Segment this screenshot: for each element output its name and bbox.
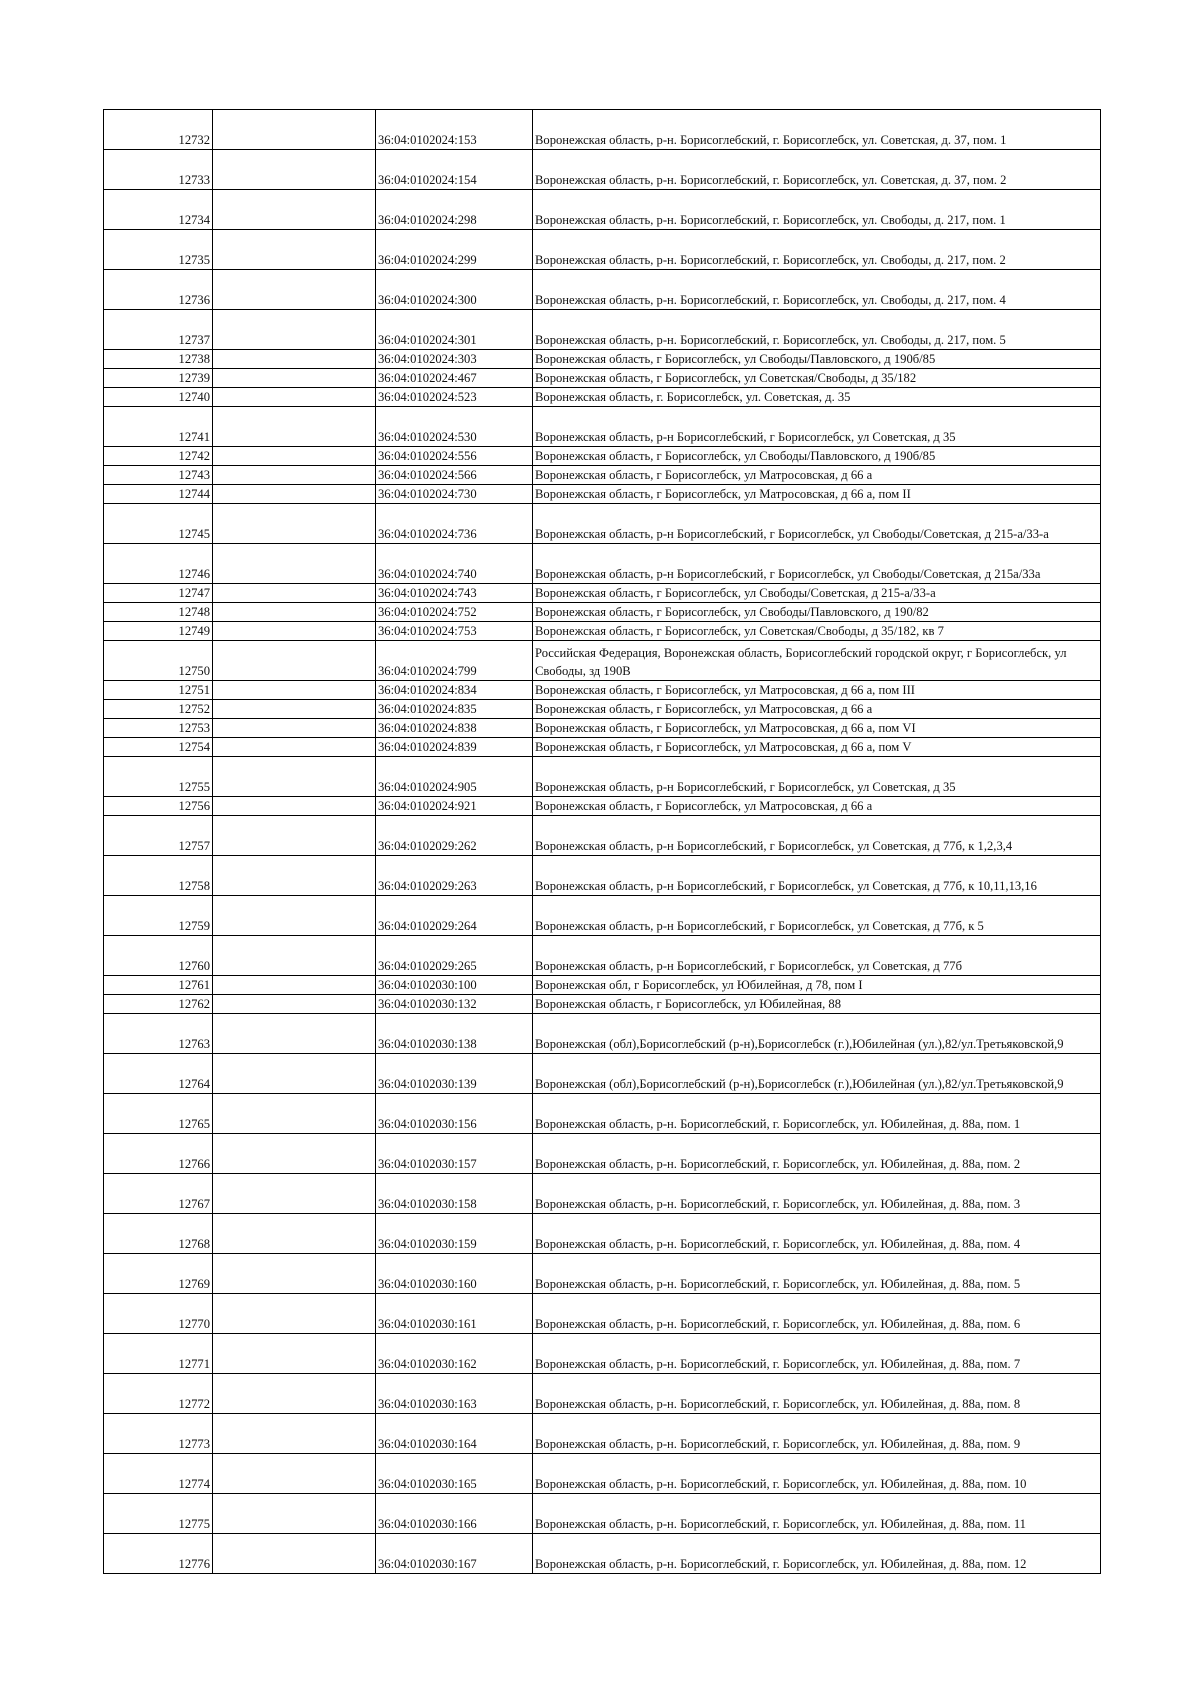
address-cell: Воронежская область, р-н Борисоглебский, г Борисоглебск, ул Советская, д 77б: [533, 936, 1101, 976]
empty-cell: [213, 1414, 376, 1454]
cadastral-number-cell: 36:04:0102024:299: [376, 230, 533, 270]
empty-cell: [213, 1294, 376, 1334]
address-cell: Воронежская область, г Борисоглебск, ул Советская/Свободы, д 35/182, кв 7: [533, 622, 1101, 641]
empty-cell: [213, 447, 376, 466]
row-number-cell: 12768: [104, 1214, 213, 1254]
row-number-cell: 12770: [104, 1294, 213, 1334]
table-row: [104, 350, 1101, 369]
empty-cell: [213, 995, 376, 1014]
cadastral-number-cell: 36:04:0102024:740: [376, 544, 533, 584]
row-number-cell: 12747: [104, 584, 213, 603]
address-cell: Воронежская область, р-н. Борисоглебский, г. Борисоглебск, ул. Юбилейная, д. 88а, пом. 9: [533, 1414, 1101, 1454]
cadastral-number-cell: 36:04:0102030:167: [376, 1534, 533, 1574]
row-number-cell: 12745: [104, 504, 213, 544]
address-cell: Воронежская область, р-н. Борисоглебский, г. Борисоглебск, ул. Свободы, д. 217, пом. 1: [533, 190, 1101, 230]
address-cell: Воронежская область, г Борисоглебск, ул Матросовская, д 66 а: [533, 466, 1101, 485]
table-row: [104, 1534, 1101, 1574]
row-number-cell: 12733: [104, 150, 213, 190]
row-number-cell: 12755: [104, 757, 213, 797]
empty-cell: [213, 681, 376, 700]
empty-cell: [213, 816, 376, 856]
table-row: [104, 369, 1101, 388]
table-row: [104, 190, 1101, 230]
empty-cell: [213, 1254, 376, 1294]
table-row: [104, 1054, 1101, 1094]
cadastral-number-cell: 36:04:0102024:753: [376, 622, 533, 641]
address-cell: Воронежская область, р-н. Борисоглебский, г. Борисоглебск, ул. Юбилейная, д. 88а, пом. 6: [533, 1294, 1101, 1334]
cadastral-number-cell: 36:04:0102030:163: [376, 1374, 533, 1414]
address-cell: Воронежская область, р-н. Борисоглебский, г. Борисоглебск, ул. Юбилейная, д. 88а, пом. 2: [533, 1134, 1101, 1174]
empty-cell: [213, 1014, 376, 1054]
cadastral-number-cell: 36:04:0102029:263: [376, 856, 533, 896]
empty-cell: [213, 544, 376, 584]
table-row: [104, 407, 1101, 447]
address-cell: Воронежская (обл),Борисоглебский (р-н),Борисоглебск (г.),Юбилейная (ул.),82/ул.Третьяковской,9: [533, 1014, 1101, 1054]
cadastral-number-cell: 36:04:0102030:158: [376, 1174, 533, 1214]
empty-cell: [213, 1134, 376, 1174]
empty-cell: [213, 797, 376, 816]
empty-cell: [213, 1094, 376, 1134]
table-row: [104, 896, 1101, 936]
table-row: [104, 388, 1101, 407]
row-number-cell: 12757: [104, 816, 213, 856]
cadastral-number-cell: 36:04:0102024:730: [376, 485, 533, 504]
address-cell: Воронежская область, р-н. Борисоглебский, г. Борисоглебск, ул. Советская, д. 37, пом. 1: [533, 110, 1101, 150]
empty-cell: [213, 1374, 376, 1414]
cadastral-number-cell: 36:04:0102024:566: [376, 466, 533, 485]
row-number-cell: 12758: [104, 856, 213, 896]
empty-cell: [213, 757, 376, 797]
cadastral-number-cell: 36:04:0102024:303: [376, 350, 533, 369]
empty-cell: [213, 603, 376, 622]
row-number-cell: 12746: [104, 544, 213, 584]
table-row: [104, 270, 1101, 310]
empty-cell: [213, 504, 376, 544]
address-cell: Воронежская область, г Борисоглебск, ул Юбилейная, 88: [533, 995, 1101, 1014]
table-row: [104, 544, 1101, 584]
empty-cell: [213, 407, 376, 447]
row-number-cell: 12735: [104, 230, 213, 270]
table-row: [104, 584, 1101, 603]
row-number-cell: 12775: [104, 1494, 213, 1534]
row-number-cell: 12740: [104, 388, 213, 407]
cadastral-number-cell: 36:04:0102030:162: [376, 1334, 533, 1374]
table-row: [104, 1254, 1101, 1294]
cadastral-number-cell: 36:04:0102029:264: [376, 896, 533, 936]
address-cell: Воронежская область, р-н. Борисоглебский, г. Борисоглебск, ул. Свободы, д. 217, пом. 4: [533, 270, 1101, 310]
row-number-cell: 12753: [104, 719, 213, 738]
table-row: [104, 1094, 1101, 1134]
address-cell: Воронежская область, г Борисоглебск, ул Свободы/Павловского, д 190б/85: [533, 447, 1101, 466]
row-number-cell: 12737: [104, 310, 213, 350]
row-number-cell: 12754: [104, 738, 213, 757]
address-cell: Воронежская (обл),Борисоглебский (р-н),Борисоглебск (г.),Юбилейная (ул.),82/ул.Третьяковской,9: [533, 1054, 1101, 1094]
row-number-cell: 12776: [104, 1534, 213, 1574]
table-row: [104, 995, 1101, 1014]
row-number-cell: 12769: [104, 1254, 213, 1294]
cadastral-number-cell: 36:04:0102024:154: [376, 150, 533, 190]
table-row: [104, 622, 1101, 641]
address-cell: Воронежская область, г Борисоглебск, ул Матросовская, д 66 а, пом III: [533, 681, 1101, 700]
address-cell: Воронежская область, р-н Борисоглебский, г Борисоглебск, ул Советская, д 77б, к 5: [533, 896, 1101, 936]
table-row: [104, 976, 1101, 995]
row-number-cell: 12734: [104, 190, 213, 230]
row-number-cell: 12750: [104, 641, 213, 681]
address-cell: Воронежская область, р-н. Борисоглебский, г. Борисоглебск, ул. Юбилейная, д. 88а, пом. 8: [533, 1374, 1101, 1414]
empty-cell: [213, 369, 376, 388]
table-row: [104, 936, 1101, 976]
address-cell: Воронежская обл, г Борисоглебск, ул Юбилейная, д 78, пом I: [533, 976, 1101, 995]
cadastral-number-cell: 36:04:0102030:132: [376, 995, 533, 1014]
row-number-cell: 12739: [104, 369, 213, 388]
empty-cell: [213, 190, 376, 230]
row-number-cell: 12736: [104, 270, 213, 310]
address-cell: Воронежская область, г Борисоглебск, ул Советская/Свободы, д 35/182: [533, 369, 1101, 388]
table-row: [104, 1174, 1101, 1214]
table-row: [104, 603, 1101, 622]
row-number-cell: 12766: [104, 1134, 213, 1174]
table-row: [104, 700, 1101, 719]
cadastral-number-cell: 36:04:0102030:164: [376, 1414, 533, 1454]
table-row: [104, 1014, 1101, 1054]
address-cell: Воронежская область, г Борисоглебск, ул Матросовская, д 66 а, пом VI: [533, 719, 1101, 738]
empty-cell: [213, 622, 376, 641]
cadastral-number-cell: 36:04:0102024:839: [376, 738, 533, 757]
cadastral-number-cell: 36:04:0102030:157: [376, 1134, 533, 1174]
row-number-cell: 12763: [104, 1014, 213, 1054]
row-number-cell: 12764: [104, 1054, 213, 1094]
table-row: [104, 1454, 1101, 1494]
row-number-cell: 12752: [104, 700, 213, 719]
cadastral-number-cell: 36:04:0102024:530: [376, 407, 533, 447]
table-row: [104, 1374, 1101, 1414]
address-cell: Воронежская область, р-н. Борисоглебский, г. Борисоглебск, ул. Юбилейная, д. 88а, пом. 4: [533, 1214, 1101, 1254]
table-row: [104, 230, 1101, 270]
table-row: [104, 1134, 1101, 1174]
table-row: [104, 447, 1101, 466]
address-cell: Российская Федерация, Воронежская область, Борисоглебский городской округ, г Борисоглебск, ул Свободы, зд 190В: [533, 641, 1101, 681]
row-number-cell: 12765: [104, 1094, 213, 1134]
cadastral-number-cell: 36:04:0102024:300: [376, 270, 533, 310]
table-row: [104, 719, 1101, 738]
empty-cell: [213, 110, 376, 150]
address-cell: Воронежская область, р-н Борисоглебский, г Борисоглебск, ул Советская, д 35: [533, 407, 1101, 447]
address-cell: Воронежская область, г Борисоглебск, ул Матросовская, д 66 а, пом V: [533, 738, 1101, 757]
cadastral-number-cell: 36:04:0102030:161: [376, 1294, 533, 1334]
table-row: [104, 485, 1101, 504]
address-cell: Воронежская область, г Борисоглебск, ул Свободы/Советская, д 215-а/33-а: [533, 584, 1101, 603]
empty-cell: [213, 738, 376, 757]
row-number-cell: 12759: [104, 896, 213, 936]
address-cell: Воронежская область, р-н. Борисоглебский, г. Борисоглебск, ул. Юбилейная, д. 88а, пом. 12: [533, 1534, 1101, 1574]
empty-cell: [213, 976, 376, 995]
row-number-cell: 12732: [104, 110, 213, 150]
empty-cell: [213, 150, 376, 190]
table-row: [104, 856, 1101, 896]
empty-cell: [213, 1334, 376, 1374]
address-cell: Воронежская область, р-н. Борисоглебский, г. Борисоглебск, ул. Юбилейная, д. 88а, пом. 7: [533, 1334, 1101, 1374]
table-row: [104, 738, 1101, 757]
empty-cell: [213, 719, 376, 738]
empty-cell: [213, 700, 376, 719]
address-cell: Воронежская область, р-н. Борисоглебский, г. Борисоглебск, ул. Юбилейная, д. 88а, пом. 10: [533, 1454, 1101, 1494]
address-cell: Воронежская область, р-н. Борисоглебский, г. Борисоглебск, ул. Юбилейная, д. 88а, пом. 3: [533, 1174, 1101, 1214]
table-row: [104, 1494, 1101, 1534]
cadastral-number-cell: 36:04:0102030:139: [376, 1054, 533, 1094]
empty-cell: [213, 270, 376, 310]
row-number-cell: 12756: [104, 797, 213, 816]
address-cell: Воронежская область, р-н. Борисоглебский, г. Борисоглебск, ул. Юбилейная, д. 88а, пом. 11: [533, 1494, 1101, 1534]
cadastral-number-cell: 36:04:0102024:834: [376, 681, 533, 700]
empty-cell: [213, 388, 376, 407]
cadastral-number-cell: 36:04:0102024:905: [376, 757, 533, 797]
cadastral-number-cell: 36:04:0102024:838: [376, 719, 533, 738]
table-row: [104, 681, 1101, 700]
row-number-cell: 12760: [104, 936, 213, 976]
address-cell: Воронежская область, р-н Борисоглебский, г Борисоглебск, ул Свободы/Советская, д 215а/33а: [533, 544, 1101, 584]
address-cell: Воронежская область, г Борисоглебск, ул Матросовская, д 66 а, пом II: [533, 485, 1101, 504]
row-number-cell: 12738: [104, 350, 213, 369]
cadastral-number-cell: 36:04:0102024:921: [376, 797, 533, 816]
table-row: [104, 466, 1101, 485]
row-number-cell: 12774: [104, 1454, 213, 1494]
address-cell: Воронежская область, р-н. Борисоглебский, г. Борисоглебск, ул. Свободы, д. 217, пом. 5: [533, 310, 1101, 350]
address-cell: Воронежская область, г Борисоглебск, ул Свободы/Павловского, д 190б/85: [533, 350, 1101, 369]
cadastral-number-cell: 36:04:0102024:523: [376, 388, 533, 407]
cadastral-number-cell: 36:04:0102024:556: [376, 447, 533, 466]
empty-cell: [213, 230, 376, 270]
row-number-cell: 12772: [104, 1374, 213, 1414]
cadastral-number-cell: 36:04:0102024:153: [376, 110, 533, 150]
row-number-cell: 12748: [104, 603, 213, 622]
address-cell: Воронежская область, р-н. Борисоглебский, г. Борисоглебск, ул. Юбилейная, д. 88а, пом. 1: [533, 1094, 1101, 1134]
empty-cell: [213, 1534, 376, 1574]
address-cell: Воронежская область, р-н. Борисоглебский, г. Борисоглебск, ул. Юбилейная, д. 88а, пом. 5: [533, 1254, 1101, 1294]
table-row: [104, 816, 1101, 856]
empty-cell: [213, 1494, 376, 1534]
empty-cell: [213, 466, 376, 485]
address-cell: Воронежская область, г. Борисоглебск, ул. Советская, д. 35: [533, 388, 1101, 407]
cadastral-number-cell: 36:04:0102030:160: [376, 1254, 533, 1294]
table-row: [104, 1334, 1101, 1374]
cadastral-number-cell: 36:04:0102030:166: [376, 1494, 533, 1534]
row-number-cell: 12744: [104, 485, 213, 504]
row-number-cell: 12773: [104, 1414, 213, 1454]
row-number-cell: 12771: [104, 1334, 213, 1374]
cadastral-number-cell: 36:04:0102024:835: [376, 700, 533, 719]
empty-cell: [213, 896, 376, 936]
table-row: [104, 310, 1101, 350]
registry-table-body: [104, 110, 1101, 1574]
address-cell: Воронежская область, г Борисоглебск, ул Свободы/Павловского, д 190/82: [533, 603, 1101, 622]
row-number-cell: 12762: [104, 995, 213, 1014]
cadastral-number-cell: 36:04:0102030:156: [376, 1094, 533, 1134]
empty-cell: [213, 641, 376, 681]
cadastral-number-cell: 36:04:0102024:301: [376, 310, 533, 350]
address-cell: Воронежская область, г Борисоглебск, ул Матросовская, д 66 а: [533, 797, 1101, 816]
table-row: [104, 1414, 1101, 1454]
cadastral-number-cell: 36:04:0102024:752: [376, 603, 533, 622]
cadastral-number-cell: 36:04:0102024:743: [376, 584, 533, 603]
cadastral-number-cell: 36:04:0102030:138: [376, 1014, 533, 1054]
table-row: [104, 797, 1101, 816]
empty-cell: [213, 350, 376, 369]
empty-cell: [213, 310, 376, 350]
cadastral-number-cell: 36:04:0102024:799: [376, 641, 533, 681]
cadastral-number-cell: 36:04:0102029:265: [376, 936, 533, 976]
row-number-cell: 12742: [104, 447, 213, 466]
cadastral-number-cell: 36:04:0102030:159: [376, 1214, 533, 1254]
empty-cell: [213, 1054, 376, 1094]
property-registry-table: [103, 109, 1101, 1574]
empty-cell: [213, 1454, 376, 1494]
cadastral-number-cell: 36:04:0102024:298: [376, 190, 533, 230]
table-row: [104, 757, 1101, 797]
address-cell: Воронежская область, р-н. Борисоглебский, г. Борисоглебск, ул. Свободы, д. 217, пом. 2: [533, 230, 1101, 270]
row-number-cell: 12751: [104, 681, 213, 700]
address-cell: Воронежская область, р-н. Борисоглебский, г. Борисоглебск, ул. Советская, д. 37, пом. 2: [533, 150, 1101, 190]
table-row: [104, 641, 1101, 681]
table-row: [104, 150, 1101, 190]
table-row: [104, 110, 1101, 150]
table-row: [104, 504, 1101, 544]
row-number-cell: 12741: [104, 407, 213, 447]
row-number-cell: 12761: [104, 976, 213, 995]
address-cell: Воронежская область, р-н Борисоглебский, г Борисоглебск, ул Советская, д 77б, к 1,2,3,4: [533, 816, 1101, 856]
empty-cell: [213, 485, 376, 504]
row-number-cell: 12743: [104, 466, 213, 485]
empty-cell: [213, 856, 376, 896]
cadastral-number-cell: 36:04:0102024:736: [376, 504, 533, 544]
cadastral-number-cell: 36:04:0102030:165: [376, 1454, 533, 1494]
address-cell: Воронежская область, р-н Борисоглебский, г Борисоглебск, ул Свободы/Советская, д 215-а/33-а: [533, 504, 1101, 544]
empty-cell: [213, 1174, 376, 1214]
empty-cell: [213, 584, 376, 603]
address-cell: Воронежская область, г Борисоглебск, ул Матросовская, д 66 а: [533, 700, 1101, 719]
address-cell: Воронежская область, р-н Борисоглебский, г Борисоглебск, ул Советская, д 77б, к 10,11,13,16: [533, 856, 1101, 896]
table-row: [104, 1294, 1101, 1334]
cadastral-number-cell: 36:04:0102030:100: [376, 976, 533, 995]
row-number-cell: 12749: [104, 622, 213, 641]
empty-cell: [213, 936, 376, 976]
cadastral-number-cell: 36:04:0102029:262: [376, 816, 533, 856]
address-cell: Воронежская область, р-н Борисоглебский, г Борисоглебск, ул Советская, д 35: [533, 757, 1101, 797]
table-row: [104, 1214, 1101, 1254]
cadastral-number-cell: 36:04:0102024:467: [376, 369, 533, 388]
row-number-cell: 12767: [104, 1174, 213, 1214]
empty-cell: [213, 1214, 376, 1254]
